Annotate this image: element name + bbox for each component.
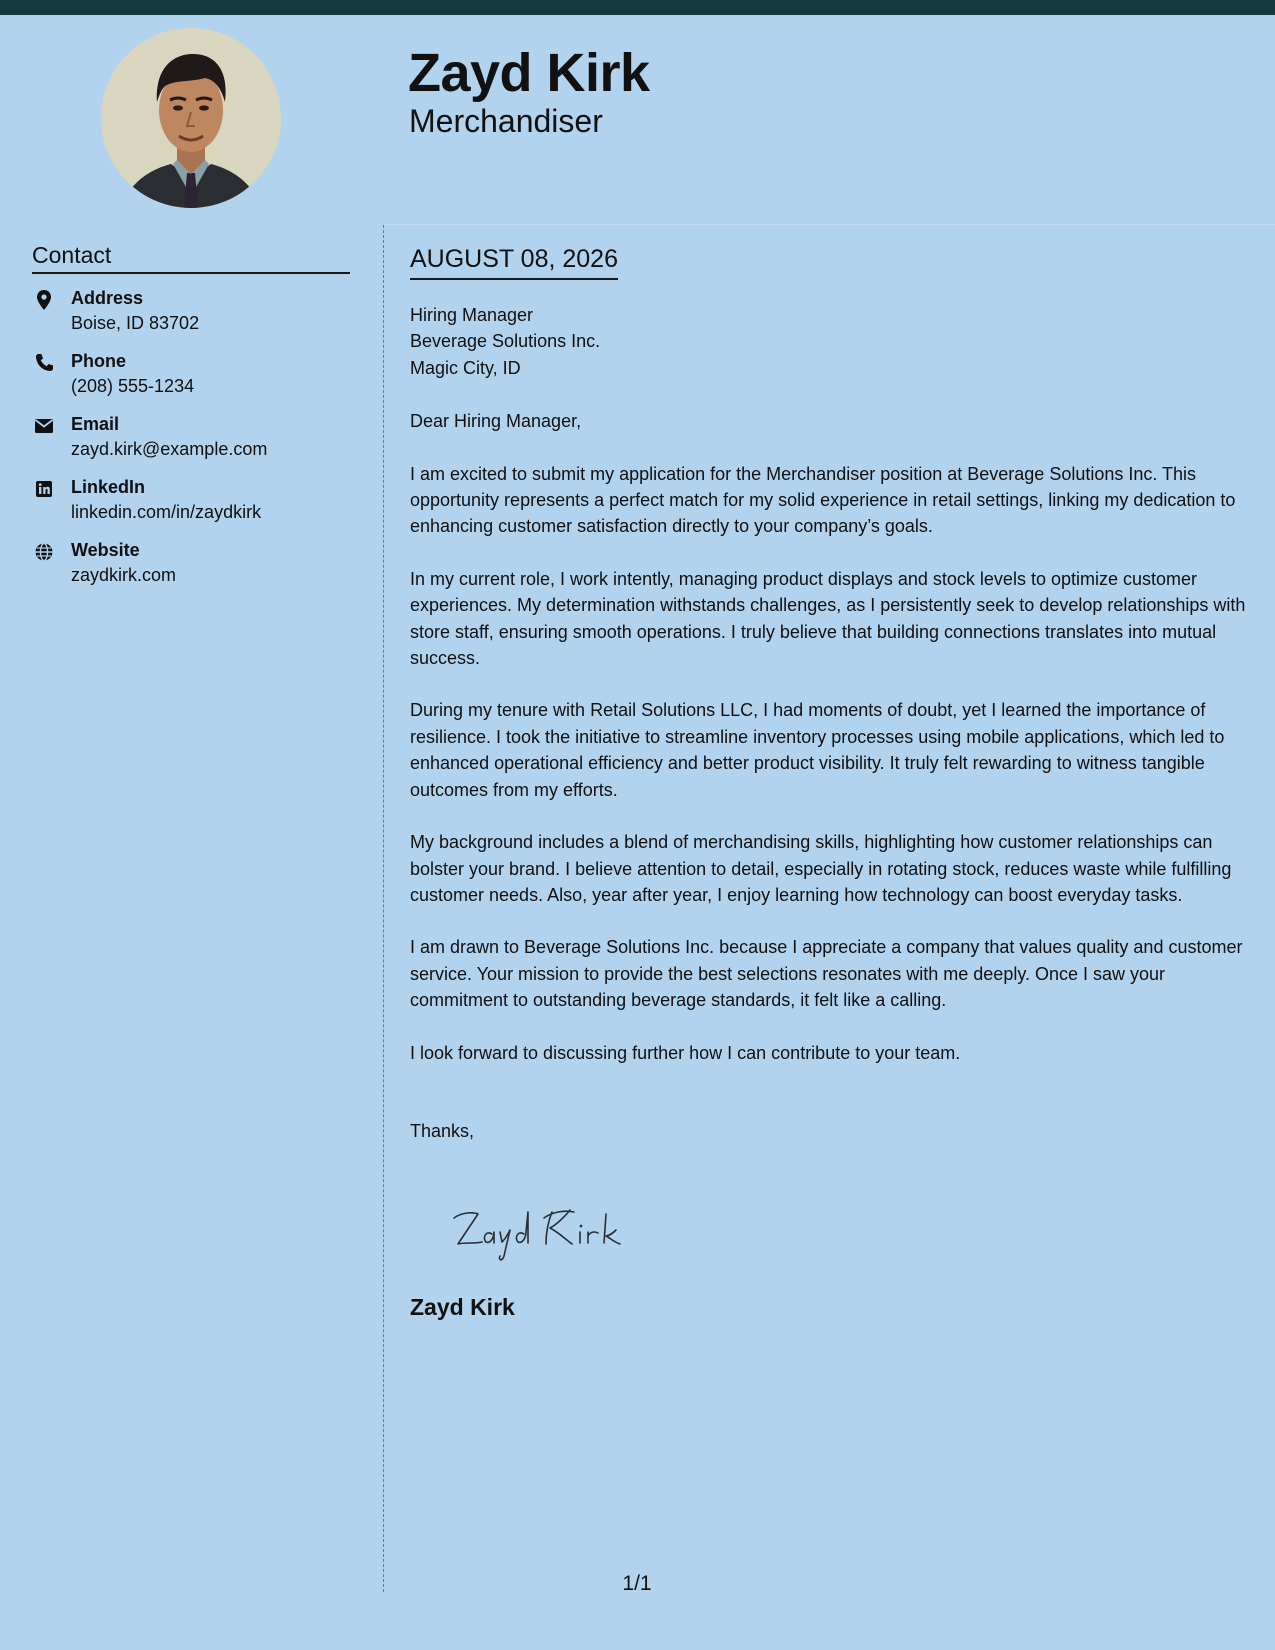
portrait-illustration: [101, 28, 281, 208]
candidate-title: Merchandiser: [409, 103, 603, 139]
paragraph: During my tenure with Retail Solutions LLC, I had moments of doubt, yet I learned the importance of resilience. I took the initiative to streamline inventory processes using mobile applications, which led to enhanced operational efficiency and better product visibility. It truly felt rewarding to witness tangible outcomes from my efforts.: [410, 700, 1225, 800]
email-value[interactable]: zayd.kirk@example.com: [71, 439, 268, 459]
paragraph: In my current role, I work intently, managing product displays and stock levels to optimize customer experiences. My determination withstands challenges, as I persistently seek to develop relationships with store staff, ensuring smooth operations. I truly believe that building connections translates into mutual success.: [410, 568, 1246, 669]
contact-label: LinkedIn: [71, 477, 146, 497]
map-pin-icon: [32, 288, 56, 312]
recipient-company: Beverage Solutions Inc.: [410, 331, 601, 352]
phone-value: (208) 555-1234: [71, 376, 195, 396]
contact-list: [32, 286, 362, 601]
letter-body: [410, 302, 1250, 1144]
contact-label: Website: [71, 540, 140, 560]
paragraph: My background includes a blend of merchandising skills, highlighting how customer relationships can bolster your brand. I believe attention to detail, especially in rotating stock, reduces waste while fulfilling customer needs. Also, year after year, I enjoy learning how technology can boost everyday tasks.: [410, 832, 1232, 905]
envelope-icon: [32, 414, 56, 438]
page-number: 1/1: [622, 1572, 652, 1595]
website-value[interactable]: zaydkirk.com: [71, 565, 177, 585]
phone-icon: [32, 351, 56, 375]
top-accent-bar: [0, 0, 1275, 15]
recipient-name: Hiring Manager: [410, 305, 534, 325]
column-divider: [383, 225, 384, 1592]
linkedin-value[interactable]: linkedin.com/in/zaydkirk: [71, 502, 262, 522]
header-divider: [385, 224, 1275, 225]
paragraph: I am drawn to Beverage Solutions Inc. because I appreciate a company that values quality and customer service. Your mission to provide the best selections resonates with me deeply. Once I saw your commitment to outstanding beverage standards, it felt like a calling.: [410, 937, 1243, 1011]
letter-date: AUGUST 08, 2026: [410, 242, 618, 280]
contact-item-email: [32, 412, 362, 475]
recipient-location: Magic City, ID: [410, 357, 521, 378]
contact-item-phone: [32, 349, 362, 412]
profile-photo: [101, 28, 281, 208]
sign-off: Thanks,: [410, 1120, 475, 1141]
signer-name: Zayd Kirk: [410, 1294, 515, 1320]
paragraph: I am excited to submit my application for the Merchandiser position at Beverage Solutions Inc. This opportunity represents a perfect match for my solid experience in retail settings, linking my dedication to enhancing customer satisfaction directly to your company’s goals.: [410, 463, 1236, 537]
globe-icon: [32, 540, 56, 564]
recipient-block: [410, 302, 1250, 381]
contact-item-address: [32, 286, 362, 349]
salutation: Dear Hiring Manager,: [410, 411, 582, 432]
contact-label: Address: [71, 288, 144, 308]
handwritten-signature: [448, 1198, 648, 1268]
contact-item-website: [32, 538, 362, 601]
closing-line: I look forward to discussing further how I can contribute to your team.: [410, 1042, 961, 1063]
contact-heading: Contact: [32, 240, 350, 274]
contact-label: Email: [71, 414, 120, 434]
contact-item-linkedin: [32, 475, 362, 538]
linkedin-icon: [32, 477, 56, 501]
address-value: Boise, ID 83702: [71, 313, 200, 333]
candidate-name: Zayd Kirk: [408, 43, 650, 103]
contact-label: Phone: [71, 351, 127, 371]
